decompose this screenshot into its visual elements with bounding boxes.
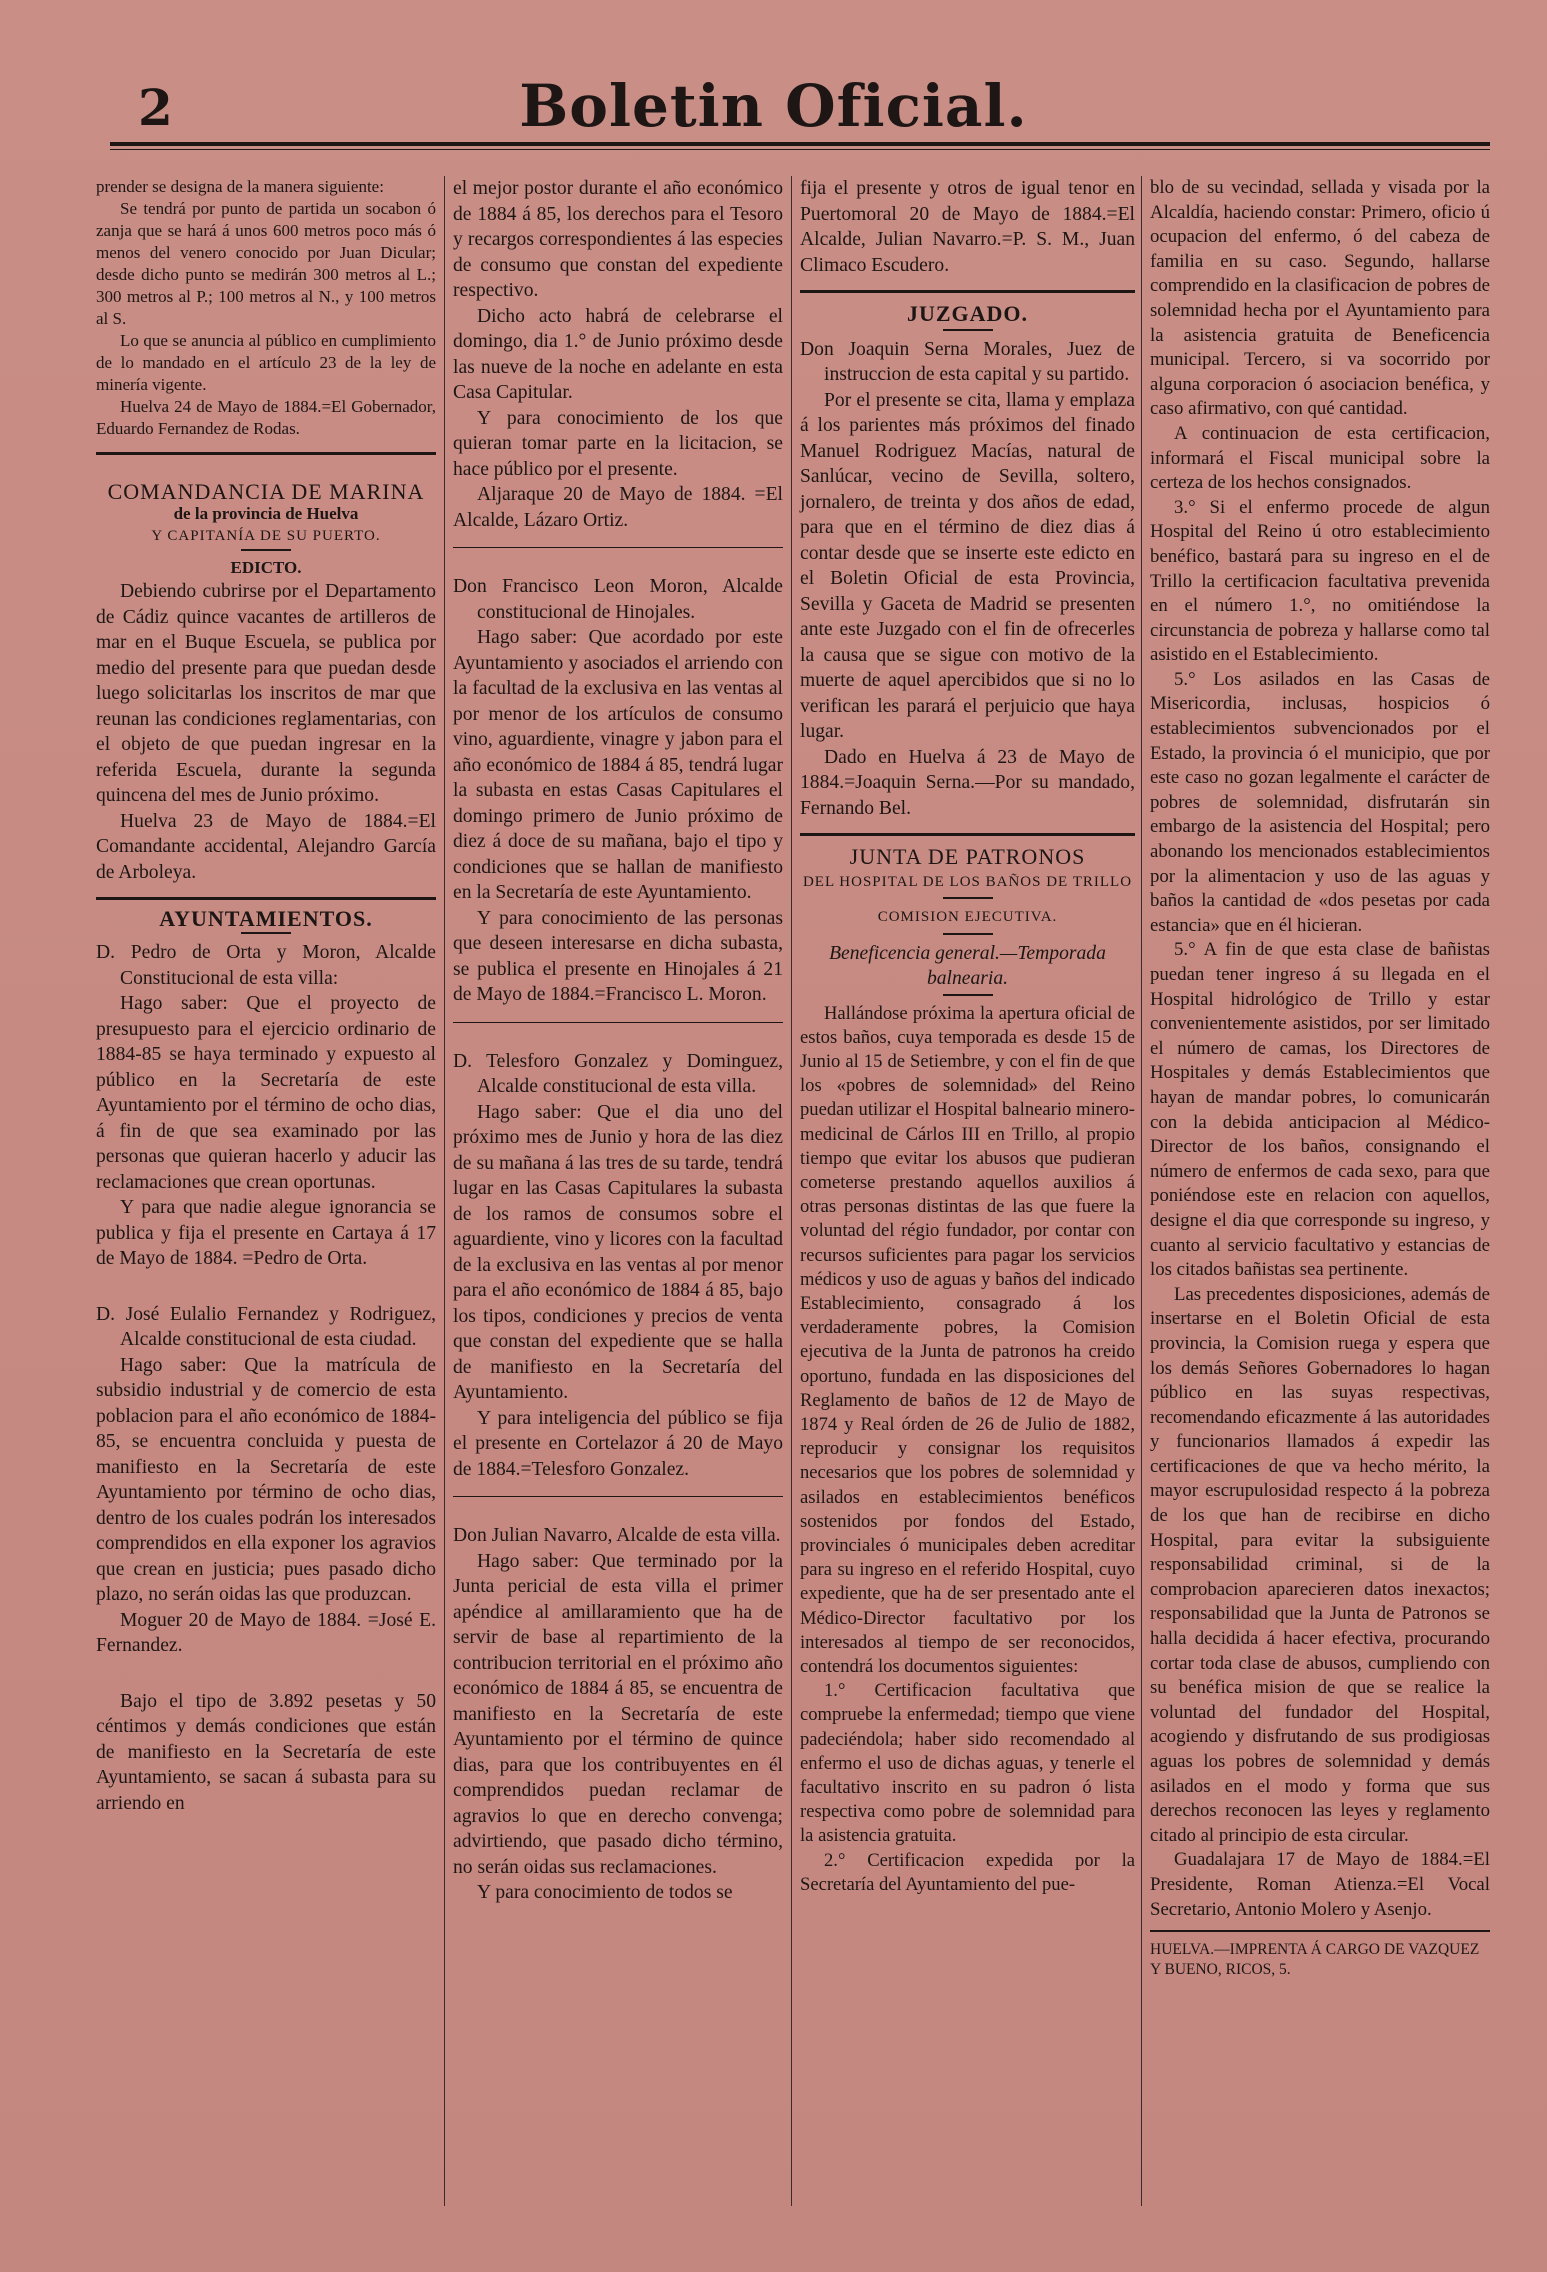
section-title: JUNTA DE PATRONOS <box>849 844 1086 869</box>
section-rule <box>1150 1930 1490 1932</box>
column-2 <box>453 176 783 1906</box>
section-title: COMANDANCIA DE MARINA <box>107 479 425 504</box>
paragraph: Lo que se anuncia al público en cumplimiento de lo mandado en el artículo 23 de la ley de minería vigente. <box>96 331 436 394</box>
edict-heading: EDICTO. <box>230 558 302 577</box>
paragraph: 5.° Los asilados en las Casas de Misericordia, inclusas, hospicios ó establecimientos subvencionados por el Estado, la provincia ó el municipio, que por este caso no gozan legalmente el carácter de pobres de solemnidad, disfrutarán sin embargo de la asistencia del Hospital; pero abonando los mencionados establecimientos por la alimentacion y uso de las aguas y baños la cantidad de «dos pesetas por cada estancia» que en él hicieran. <box>1150 668 1490 936</box>
section-rule <box>800 290 1135 293</box>
signature: Huelva 24 de Mayo de 1884.=El Gobernador, Eduardo Fernandez de Rodas. <box>96 397 436 438</box>
section-rule <box>453 1496 783 1497</box>
paragraph: fija el presente y otros de igual tenor en Puertomoral 20 de Mayo de 1884.=El Alcalde, Julian Navarro.=P. S. M., Juan Climaco Escudero. <box>800 178 1135 276</box>
signature: Moguer 20 de Mayo de 1884. =José E. Fernandez. <box>96 1609 436 1656</box>
paragraph: el mejor postor durante el año económico de 1884 á 85, los derechos para el Tesoro y recargos correspondientes á las especies de consumo que constan del expediente respectivo. <box>453 178 783 301</box>
paragraph: Dicho acto habrá de celebrarse el domingo, dia 1.° de Junio próximo desde las nueve de la noche en adelante en esta Casa Capitular. <box>453 305 783 403</box>
paragraph: Y para conocimiento de todos se <box>477 1882 733 1903</box>
section-rule <box>453 547 783 548</box>
paragraph: Hago saber: Que la matrícula de subsidio industrial y de comercio de esta poblacion para el año económico de 1884-85, se encuentra concluida y puesta de manifiesto en la Secretaría de este Ayuntamiento por término de ocho dias, dentro de los cuales podrán los interesados comprendidos en ella exponer los agravios que crean en justicia; pues pasado dicho plazo, no serán oidas las que produzcan. <box>96 1354 436 1605</box>
column-divider <box>791 176 792 2206</box>
section-subtitle: COMISION EJECUTIVA. <box>877 909 1058 925</box>
section-title: JUZGADO. <box>906 301 1029 326</box>
section-subtitle: Beneficencia general.—Temporada balnearia. <box>829 942 1106 989</box>
notice-heading: Don Joaquin Serna Morales, Juez de instruccion de esta capital y su partido. <box>800 338 1135 385</box>
section-subtitle: Y CAPITANÍA DE SU PUERTO. <box>151 528 381 544</box>
notice-heading: Don Julian Navarro, Alcalde de esta villa. <box>453 1525 781 1546</box>
paragraph: Las precedentes disposiciones, además de insertarse en el Boletin Oficial de esta provincia, la Comision ruega y espera que los demás Señores Gobernadores lo hagan público en las suyas respectivas, recomendando eficazmente á las autoridades y funcionarios llamados á expedir las certificaciones de que va hecho mérito, la mayor escrupulosidad respecto á la pobreza de los que han de recibirse en dicho Hospital, para evitar la subsiguiente responsabilidad criminal, si de la comprobacion aparecieren datos inexactos; responsabilidad que la Junta de Patronos se halla decidida á hacer efectiva, procurando cortar toda clase de abusos, cumpliendo con su benéfica mision de que se realice la voluntad del fundador del Hospital, acogiendo y disfrutando de sus prodigiosas aguas los pobres de solemnidad y demás asilados en el modo y forma que sus derechos reconocen las leyes y reglamento citado al principio de esta circular. <box>1150 1283 1490 1846</box>
paragraph: prender se designa de la manera siguiente: <box>96 177 384 196</box>
paragraph: 5.° A fin de que esta clase de bañistas puedan tener ingreso á su llegada en el Hospital hidrológico de Trillo y estar convenientemente asistidos, por ser limitado el número de camas, los Directores de Hospitales y demás Establecimientos que hayan de mandar pobres, lo comunicarán con la debida anticipacion al Médico-Director de los baños, consignando el número de enfermos de cada sexo, para que poniéndose este en relacion con aquellos, designe el dia que corresponde su ingreso, y cuanto al servicio facultativo y estancias de los citados bañistas sea pertinente. <box>1150 939 1490 1281</box>
paragraph: Bajo el tipo de 3.892 pesetas y 50 céntimos y demás condiciones que están de manifiesto en la Secretaría de este Ayuntamiento, se sacan á subasta para su arriendo en <box>96 1690 436 1814</box>
paragraph: blo de su vecindad, sellada y visada por la Alcaldía, haciendo constar: Primero, oficio ú ocupacion del enfermo, ó del cabeza de familia en su caso. Segundo, hallarse comprendido en la clasificacion de pobres de solemnidad hecha por el Ayuntamiento para la asistencia gratuita de Beneficencia municipal. Tercero, si va socorrido por alguna corporacion ó asociacion benéfica, y caso afirmativo, con qué cantidad. <box>1150 177 1490 420</box>
column-divider <box>444 176 445 2206</box>
signature: Huelva 23 de Mayo de 1884.=El Comandante accidental, Alejandro García de Arboleya. <box>96 810 436 883</box>
column-1 <box>96 176 436 1816</box>
notice-heading: D. José Eulalio Fernandez y Rodriguez, Alcalde constitucional de esta ciudad. <box>96 1303 436 1350</box>
paragraph: Hago saber: Que el proyecto de presupuesto para el ejercicio ordinario de 1884-85 se haya terminado y expuesto al público en la Secretaría de este Ayuntamiento por el término de ocho dias, á fin de que sea examinado por las personas que quieran hacerlo y aducir las reclamaciones que crean oportunas. <box>96 993 436 1193</box>
paragraph: 1.° Certificacion facultativa que compruebe la enfermedad; tiempo que viene padeciéndola; haber sido recomendado al enfermo el uso de dichas aguas, y tenerle el facultativo inscrito en su padron ó lista respectiva como pobre de solemnidad para la asistencia gratuita. <box>800 1680 1135 1847</box>
page-number: 2 <box>138 78 173 137</box>
section-subtitle: de la provincia de Huelva <box>173 504 359 523</box>
notice-heading: Don Francisco Leon Moron, Alcalde constitucional de Hinojales. <box>453 576 783 623</box>
column-divider <box>1141 176 1142 2206</box>
header-rule <box>110 142 1490 146</box>
signature: Aljaraque 20 de Mayo de 1884. =El Alcalde, Lázaro Ortiz. <box>453 484 783 531</box>
section-rule <box>453 1022 783 1023</box>
section-subtitle: DEL HOSPITAL DE LOS BAÑOS DE TRILLO <box>802 873 1133 890</box>
header-rule-thin <box>110 149 1490 150</box>
paragraph: Y para conocimiento de los que quieran tomar parte en la licitacion, se hace público por el presente. <box>453 407 783 480</box>
paragraph: Debiendo cubrirse por el Departamento de Cádiz quince vacantes de artilleros de mar en el Buque Escuela, se publica por medio del presente para que puedan desde luego solicitarlas los inscritos de mar que reunan las condiciones reglamentarias, con el objeto de que puedan ingresar en la referida Escuela, durante la segunda quincena del mes de Junio próximo. <box>96 581 436 806</box>
imprint: HUELVA.—IMPRENTA Á CARGO DE VAZQUEZ Y BUENO, RICOS, 5. <box>1150 1941 1480 1979</box>
paragraph: Por el presente se cita, llama y emplaza á los parientes más próximos del finado Manuel Rodriguez Macías, natural de Sanlúcar, vecino de Sevilla, soltero, jornalero, de treinta y dos años de edad, para que en el término de diez dias á contar desde que se inserte este edicto en el Boletin Oficial de esta Provincia, Sevilla y Gaceta de Madrid se presenten ante este Juzgado con el fin de ofrecerles la causa que se sigue con motivo de la muerte de aquel apercibidos que si no lo verifican les parará el perjuicio que haya lugar. <box>800 389 1135 742</box>
section-rule <box>96 452 436 455</box>
notice-heading: D. Telesforo Gonzalez y Dominguez, Alcalde constitucional de esta villa. <box>453 1050 783 1097</box>
paragraph: Se tendrá por punto de partida un socabon ó zanja que se hará á unos 600 metros poco más ó menos del venero conocido por Juan Dicular; desde dicho punto se medirán 300 metros al L.; 300 metros al P.; 100 metros al N., y 100 metros al S. <box>96 199 436 328</box>
column-4 <box>1150 176 1490 1996</box>
paragraph: A continuacion de esta certificacion, informará el Fiscal municipal sobre la certeza de los hechos consignados. <box>1150 422 1490 494</box>
paragraph: Y para que nadie alegue ignorancia se publica y fija el presente en Cartaya á 17 de Mayo de 1884. =Pedro de Orta. <box>96 1197 436 1269</box>
paragraph: Hago saber: Que el dia uno del próximo mes de Junio y hora de las diez de su mañana á las tres de su tarde, tendrá lugar en las Casas Capitulares la subasta de los ramos de consumos sobre el aguardiente, vino y licores con la facultad de la exclusiva en las ventas al por menor para el año económico de 1884 á 85, bajo los tipos, condiciones y precios de venta que constan del expediente que se halla de manifiesto en la Secretaría del Ayuntamiento. <box>453 1101 783 1403</box>
paragraph: Hallándose próxima la apertura oficial de estos baños, cuya temporada es desde 15 de Junio al 15 de Setiembre, y con el fin de que los «pobres de solemnidad» del Reino puedan utilizar el Hospital balneario minero-medicinal de Cárlos III en Trillo, al propio tiempo que evitar los abusos que pudieran cometerse prestando aquellos auxilios á otras personas distintas de las que fuere la voluntad del régio fundador, por contar con recursos suficientes para pagar los servicios médicos y uso de aguas y baños del indicado Establecimiento, consagrado á los verdaderamente pobres, la Comision ejecutiva de la Junta de patronos ha creido oportuno, fundada en las disposiciones del Reglamento de baños de 12 de Mayo de 1874 y Real órden de 26 de Julio de 1882, reproducir y consignar los requisitos necesarios que los pobres de solemnidad y asilados en establecimientos benéficos sostenidos por fondos del Estado, provinciales ó municipales deben acreditar para su ingreso en el referido Hospital, cuyo expediente, que ha de ser presentado ante el Médico-Director facultativo por los interesados al tiempo de ser reconocidos, contendrá los documentos siguientes: <box>800 1002 1135 1677</box>
paragraph: 2.° Certificacion expedida por la Secretaría del Ayuntamiento del pue- <box>800 1849 1135 1895</box>
paragraph: Hago saber: Que terminado por la Junta pericial de esta villa el primer apéndice al amillaramiento que ha de servir de base al repartimiento de la contribucion territorial en el próximo año económico de 1884 á 85, se encuentra de manifiesto en la Secretaría de este Ayuntamiento por el término de quince dias, para que los contribuyentes en él comprendidos puedan reclamar de agravios lo que en derecho convenga; advirtiendo, que pasado dicho término, no serán oidas sus reclamaciones. <box>453 1550 783 1878</box>
section-rule <box>96 897 436 900</box>
paragraph: Hago saber: Que acordado por este Ayuntamiento y asociados el arriendo con la facultad de la exclusiva en las ventas al por menor de los artículos de consumo vino, aguardiente, vinagre y jabon para el año económico de 1884 á 85, tendrá lugar la subasta en estas Casas Capitulares el domingo primero de Junio próximo de diez á doce de su mañana, bajo el tipo y condiciones que se hallan de manifiesto en la Secretaría de este Ayuntamiento. <box>453 627 783 903</box>
paragraph: 3.° Si el enfermo procede de algun Hospital del Reino ú otro establecimiento benéfico, bastará para su ingreso en el de Trillo la certificacion facultativa prevenida en el número 1.°, no omitiéndose la circunstancia de pobreza y hallarse como tal asistido en el Establecimiento. <box>1150 496 1490 666</box>
paragraph: Y para inteligencia del público se fija el presente en Cortelazor á 20 de Mayo de 1884.=Telesforo Gonzalez. <box>453 1407 783 1480</box>
section-rule <box>800 833 1135 836</box>
notice-heading: D. Pedro de Orta y Moron, Alcalde Constitucional de esta villa: <box>96 942 436 989</box>
signature: Dado en Huelva á 23 de Mayo de 1884.=Joaquin Serna.—Por su mandado, Fernando Bel. <box>800 746 1135 819</box>
paragraph: Y para conocimiento de las personas que deseen interesarse en dicha subasta, se publica el presente en Hinojales á 21 de Mayo de 1884.=Francisco L. Moron. <box>453 907 783 1005</box>
masthead: Boletin Oficial. <box>519 72 1028 140</box>
signature: Guadalajara 17 de Mayo de 1884.=El Presidente, Roman Atienza.=El Vocal Secretario, Antonio Molero y Asenjo. <box>1150 1849 1490 1920</box>
column-3 <box>800 176 1135 1897</box>
section-title: AYUNTAMIENTOS. <box>159 906 373 931</box>
